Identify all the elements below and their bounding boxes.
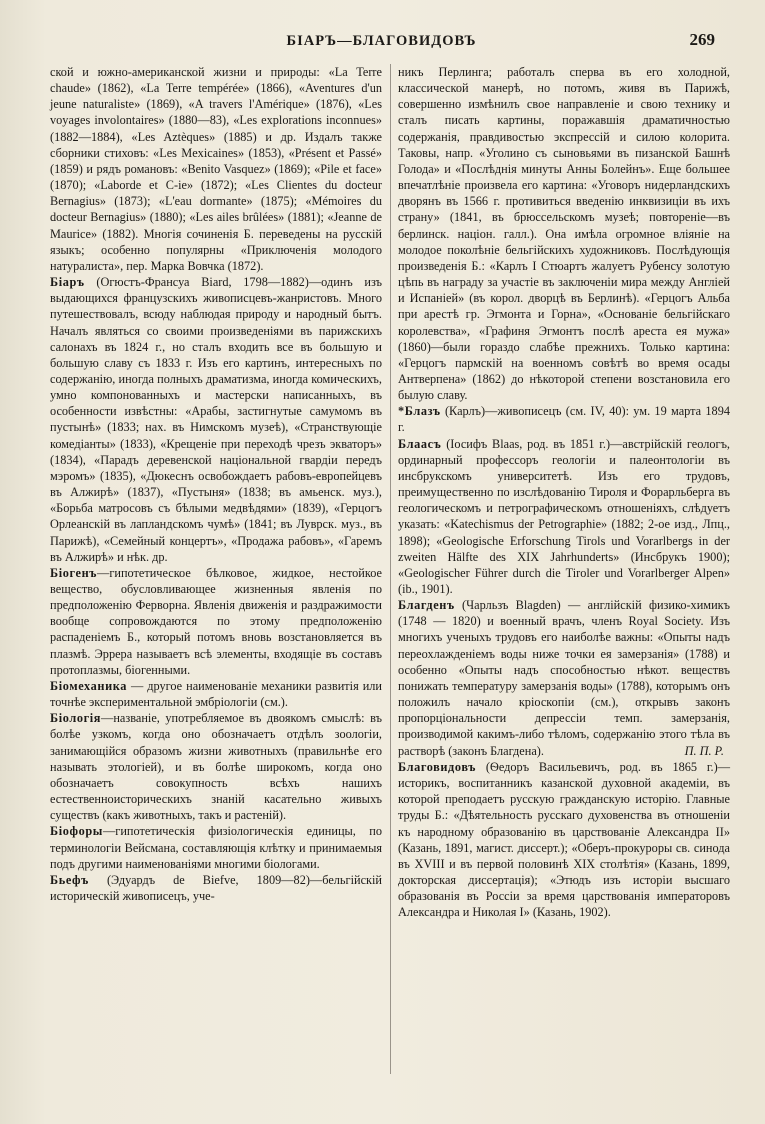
entry-headword: Біогенъ: [50, 565, 98, 580]
article-entry: [398, 436, 730, 598]
entry-headword: Біологія: [50, 711, 102, 726]
page-number: 269: [689, 30, 715, 49]
entry-text: —названіе, употребляемое въ двоякомъ смыслѣ: въ болѣе узкомъ, когда оно обозначаетъ отдѣлъ зоологіи, занимающійся образомъ жизни животныхъ (правильнѣе его называть этологіей), и въ болѣе широкомъ, когда оно обозначаетъ совокупность всѣхъ нашихъ естественноисторическихъ знаній касательно живыхъ существъ (какъ животныхъ, такъ и растеній).: [50, 711, 382, 823]
entry-headword: Благденъ: [398, 598, 455, 613]
entry-headword: Благовидовъ: [398, 759, 477, 774]
running-head: БІАРЪ—БЛАГОВИДОВЪ: [286, 33, 477, 49]
article-entry: [50, 274, 382, 565]
entry-headword: Біомеханика: [50, 678, 128, 693]
article-entry: [398, 403, 730, 435]
entry-headword: *Блазъ: [398, 404, 441, 419]
right-column: [398, 64, 730, 920]
entry-headword: Біофоры: [50, 824, 103, 839]
entry-text: (Огюстъ-Франсуа Biard, 1798—1882)—одинъ изъ выдающихся французскихъ живописцевъ-жанристовъ. Много путешествовалъ, всюду наблюдая природу и народный бытъ. Началъ являться со своими произведеніями въ парижскихъ салонахъ въ 1824 г., но сталъ входить все въ большую и большую славу съ 1833 г. Изъ его картинъ, интересныхъ по содержанію, иногда полныхъ драматизма, иногда комическихъ, умно компонованныхъ и мастерски написанныхъ, въ особенности извѣстны: «Арабы, застигнутые самумомъ въ пустынѣ» (1833; нах. въ Нимскомъ музеѣ), «Странствующіе комедіанты» (1833), «Крещеніе при переходѣ чрезъ экваторъ» (1834), «Парадъ деревенской національной гвардіи передъ мэромъ» (1835), «Дюкеснъ освобождаетъ рабовъ-европейцевъ въ Алжирѣ» (1837), «Пустыня» (1838; въ амьенск. муз.), «Борьба матросовъ съ бѣлыми медвѣдями» (1839), «Герцогъ Орлеанскій въ лапландскомъ чумѣ» (1841; въ Луврск. муз., въ Парижѣ), «Семейный концертъ», «Продажа рабовъ», «Гаремъ въ Алжирѣ» и нѣк. др.: [50, 275, 382, 564]
entry-text: (Чарльзъ Blagden) — англійскій физико-химикъ (1748 — 1820) и военный врачъ, членъ Royal Society. Изъ многихъ ученыхъ трудовъ его наиболѣе важны: «Опыты надъ переохлажденіемъ воды ниже точки ея замерзанія» (1788) и особенно «Опыты надъ способностью нѣкот. веществъ понижать температуру замерзанія воды» (1788), которымъ онъ положилъ начало кріоскопіи (см.), открывъ законъ пропорціональности депрессіи темп. замерзанія, производимой какимъ-либо тѣломъ, содержанію этого тѣла въ растворѣ (законъ Благдена).: [398, 598, 730, 758]
entry-text: — другое наименованіе механики развитія или точнѣе экспериментальной эмбріологіи (см.).: [50, 678, 382, 710]
article-continuation: [50, 64, 382, 274]
article-entry: [50, 710, 382, 823]
article-entry: [398, 759, 730, 921]
author-signature: П. П. Р.: [684, 743, 724, 758]
article-entry: [50, 678, 382, 710]
page-header: [44, 30, 719, 54]
article-entry: [398, 597, 730, 759]
entry-headword: Бьефъ: [50, 872, 89, 887]
entry-text: (Карлъ)—живописецъ (см. IV, 40): ум. 19 марта 1894 г.: [398, 404, 730, 435]
entry-text: (Эдуардъ de Biefve, 1809—82)—бельгійскій историческій живописецъ, уче-: [50, 872, 382, 903]
article-entry: [50, 872, 382, 904]
entry-text: (Ѳедоръ Васильевичъ, род. въ 1865 г.)—историкъ, воспитанникъ казанской духовной академіи, въ которой преподаетъ русскую гражданскую исторію. Главные труды Б.: «Дѣятельность русскаго духовенства въ отношеніи къ народному образованію въ царствованіе Александра II» (Казань, 1891, магист. диссерт.); «Оберъ-прокуроры св. синода въ XVIII и въ первой половинѣ XIX столѣтія» (Казань, 1899, докторская диссертація); «Этюдъ изъ исторіи высшаго образованія въ Россіи за время царствованія императоровъ Александра и Николая I» (Казань, 1902).: [398, 759, 730, 920]
article-entry: [50, 823, 382, 871]
article-continuation: [398, 64, 730, 403]
entry-headword: Блаасъ: [398, 436, 442, 451]
left-column: [50, 64, 382, 904]
column-divider: [390, 64, 391, 1074]
entry-headword: Біаръ: [50, 275, 85, 290]
entry-text: ской и южно-американской жизни и природы: «La Terre chaude» (1862), «La Terre tempérée» (1866), «Aventures d'un jeune naturaliste» (1869), «A travers l'Amérique» (1876), «Les voyages involontaires» (1880—83), «Les explorations inconnues» (1882—1884), «Les Aztèques» (1885) и др. Издалъ также сборники стиховъ: «Les Mexicaines» (1853), «Présent et Passé» (1859) и рядъ романовъ: «Benito Vasquez» (1869); «Pile et face» (1870); «Laborde et C-ie» (1872); «Les Clientes du docteur Bernagius» (1873); «L'eau dormante» (1875); «Mémoires du docteur Bernagius» (1880); «Les ailes brûlées» (1881); «Jeanne de Maurice» (1882). Многія сочиненія Б. переведены на русскій языкъ; особенно популярны «Приключенія молодого натуралиста», пер. Марка Вовчка (1872).: [50, 65, 382, 273]
entry-text: —гипотетическое бѣлковое, жидкое, нестойкое вещество, обусловливающее жизненныя явленія по предположенію Ферворна. Явленія движенія и раздражимости вообще сопровождаются по этому предположенію распаденіемъ Б., который потомъ вновь возстановляется въ плазмѣ. Эррера называетъ всѣ элементы, входящіе въ составъ протоплазмы, біогенными.: [50, 565, 382, 677]
entry-text: никъ Перлинга; работалъ сперва въ его холодной, классической манерѣ, но потомъ, живя въ Парижѣ, совершенно измѣнилъ свое направленіе и свою технику и сталъ писать картины, поражавшія драматичностью содержанія, правдивостью экспрессій и силою колорита. Таковы, напр. «Уголино съ сыновьями въ пизанской Башнѣ Голода» и «Послѣднія минуты Анны Болейнъ». Еще большее впечатлѣніе произвела его картина: «Уговоръ нидерландскихъ дворянъ въ 1566 г. противиться введенію инквизиціи въ ихъ страну» (1841, въ брюссельскомъ музеѣ; повтореніе—въ берлинск. націон. галл.). Она имѣла огромное вліяніе на молодое поколѣніе бельгійскихъ художниковъ. Послѣдующія произведенія Б.: «Карлъ I Стюартъ жалуетъ Рубенсу золотую цѣпь въ награду за участіе въ заключеніи мира между Англіей и Испаніей» (въ корол. дворцѣ въ Берлинѣ). «Герцогъ Альба при арестѣ гр. Эгмонта и Горна», «Основаніе бельгійскаго королевства», «Графиня Эгмонтъ послѣ ареста ея мужа» (1860)—были гораздо слабѣе прежнихъ. Только картина: «Герцогъ пармскій на военномъ совѣтѣ во время осады Антверпена» (1862) до нѣкоторой степени возстановила его былую славу.: [398, 65, 730, 403]
entry-text: (Іосифъ Blaas, род. въ 1851 г.)—австрійскій геологъ, ординарный профессоръ геологіи и палеонтологіи въ инсбрукскомъ университетѣ. Изъ его трудовъ, преимущественно по изслѣдованію Тироля и Форарльберга въ геологическомъ и петрографическомъ отношеніяхъ, слѣдуетъ указать: «Katechismus der Petrographie» (1882; 2-ое изд., Лпц., 1898); «Geologische Erforschung Tirols und Vorarlbergs in der zweiten Hälfte des XIX Jahrhunderts» (Инсбрукъ 1900); «Geologischer Führer durch die Tiroler und Vorarlberger Alpen» (ib., 1901).: [398, 436, 730, 596]
entry-text: —гипотетическія физіологическія единицы, по терминологіи Вейсмана, составляющія клѣтку и принимаемыя подъ другими наименованіями многими біологами.: [50, 824, 382, 871]
article-entry: [50, 565, 382, 678]
